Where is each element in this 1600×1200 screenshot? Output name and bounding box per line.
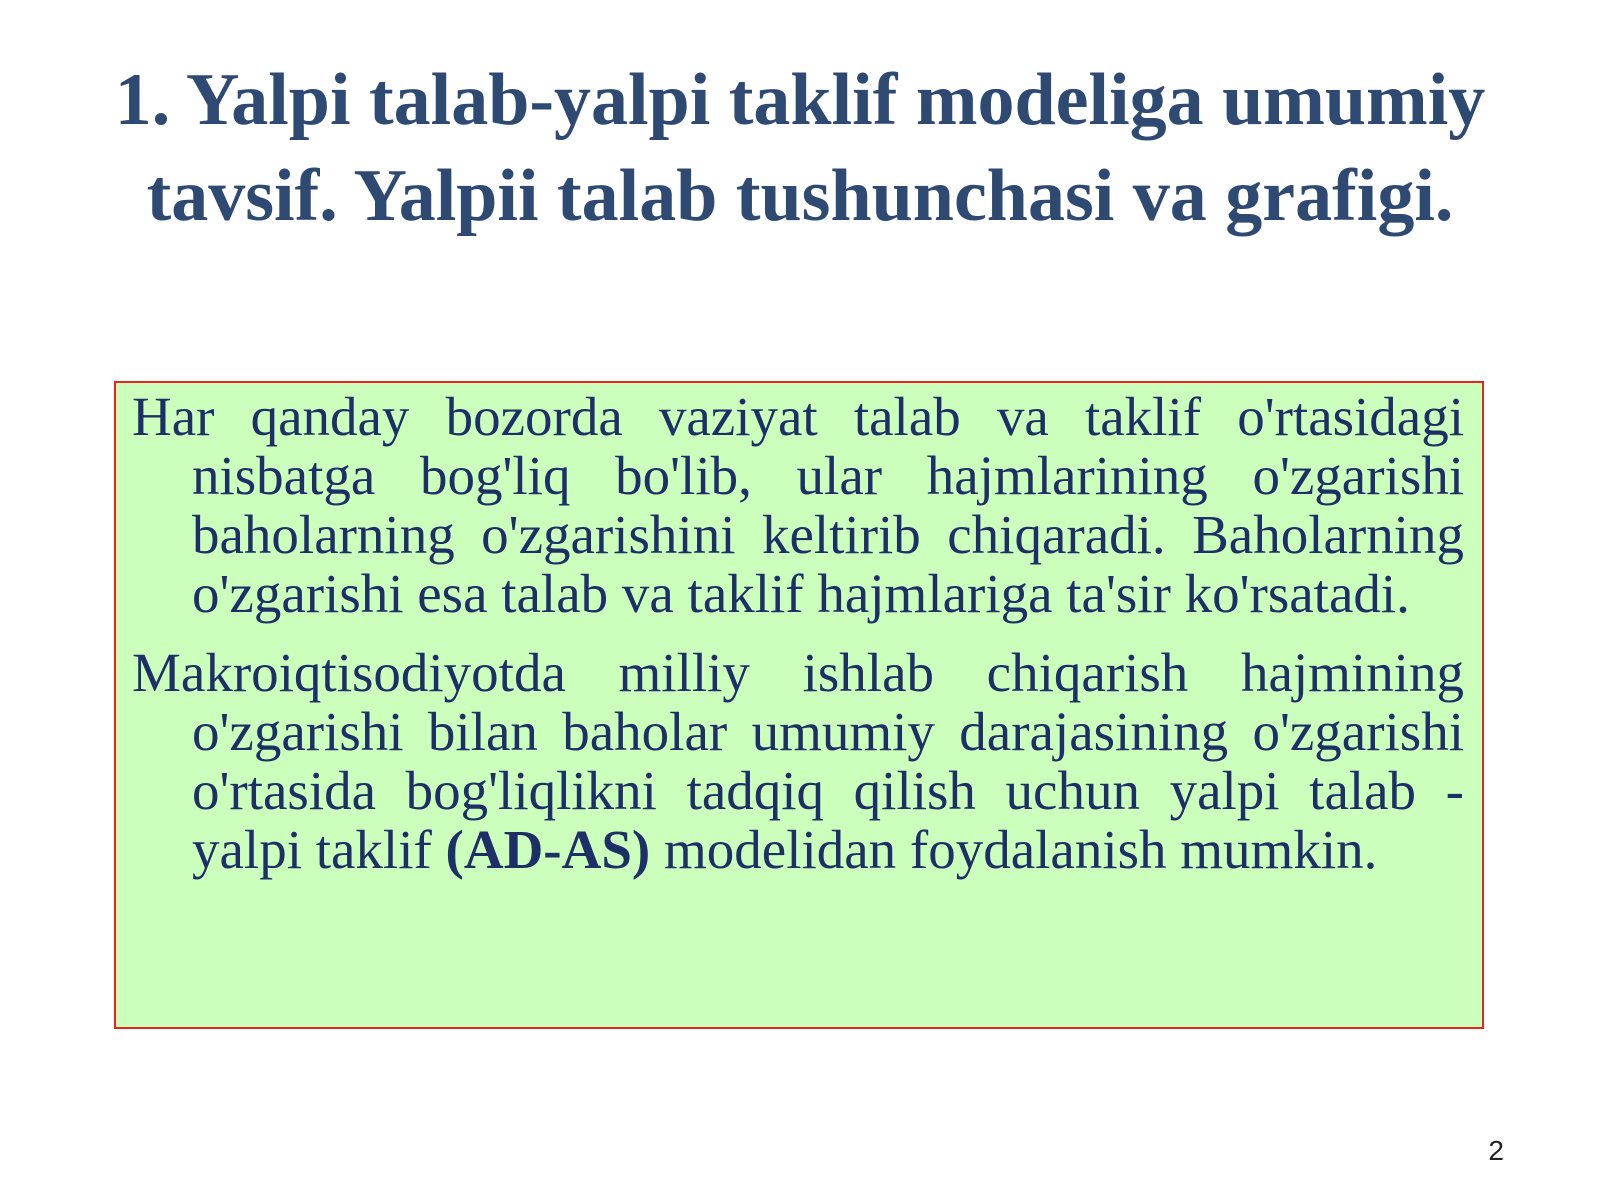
slide-title: 1. Yalpi talab-yalpi taklif modeliga umumiy tavsif. Yalpii talab tushunchasi va grafigi. [114, 59, 1486, 237]
content-box [114, 381, 1484, 1029]
paragraph-market: Har qanday bozorda vaziyat talab va taklif o'rtasidagi nisbatga bog'liq bo'lib, ular hajmlarining o'zgarishi baholarning o'zgarishini keltirib chiqaradi. Baholarning o'zgarishi esa talab va taklif hajmlariga ta'sir ko'rsatadi. [132, 386, 1464, 624]
paragraph-macroeconomics-end: modelidan foydalanish mumkin. [650, 819, 1378, 880]
page-number: 2 [1488, 1135, 1504, 1166]
paragraph-macroeconomics [132, 643, 1464, 879]
ad-as-term: (AD-AS) [445, 819, 651, 880]
paragraph-macroeconomics-text: Makroiqtisodiyotda milliy ishlab chiqarish hajmining o'zgarishi bilan baholar umumiy darajasining o'zgarishi o'rtasida bog'liqlikni tadqiq qilish uchun yalpi talab - yalpi taklif [132, 642, 1464, 880]
